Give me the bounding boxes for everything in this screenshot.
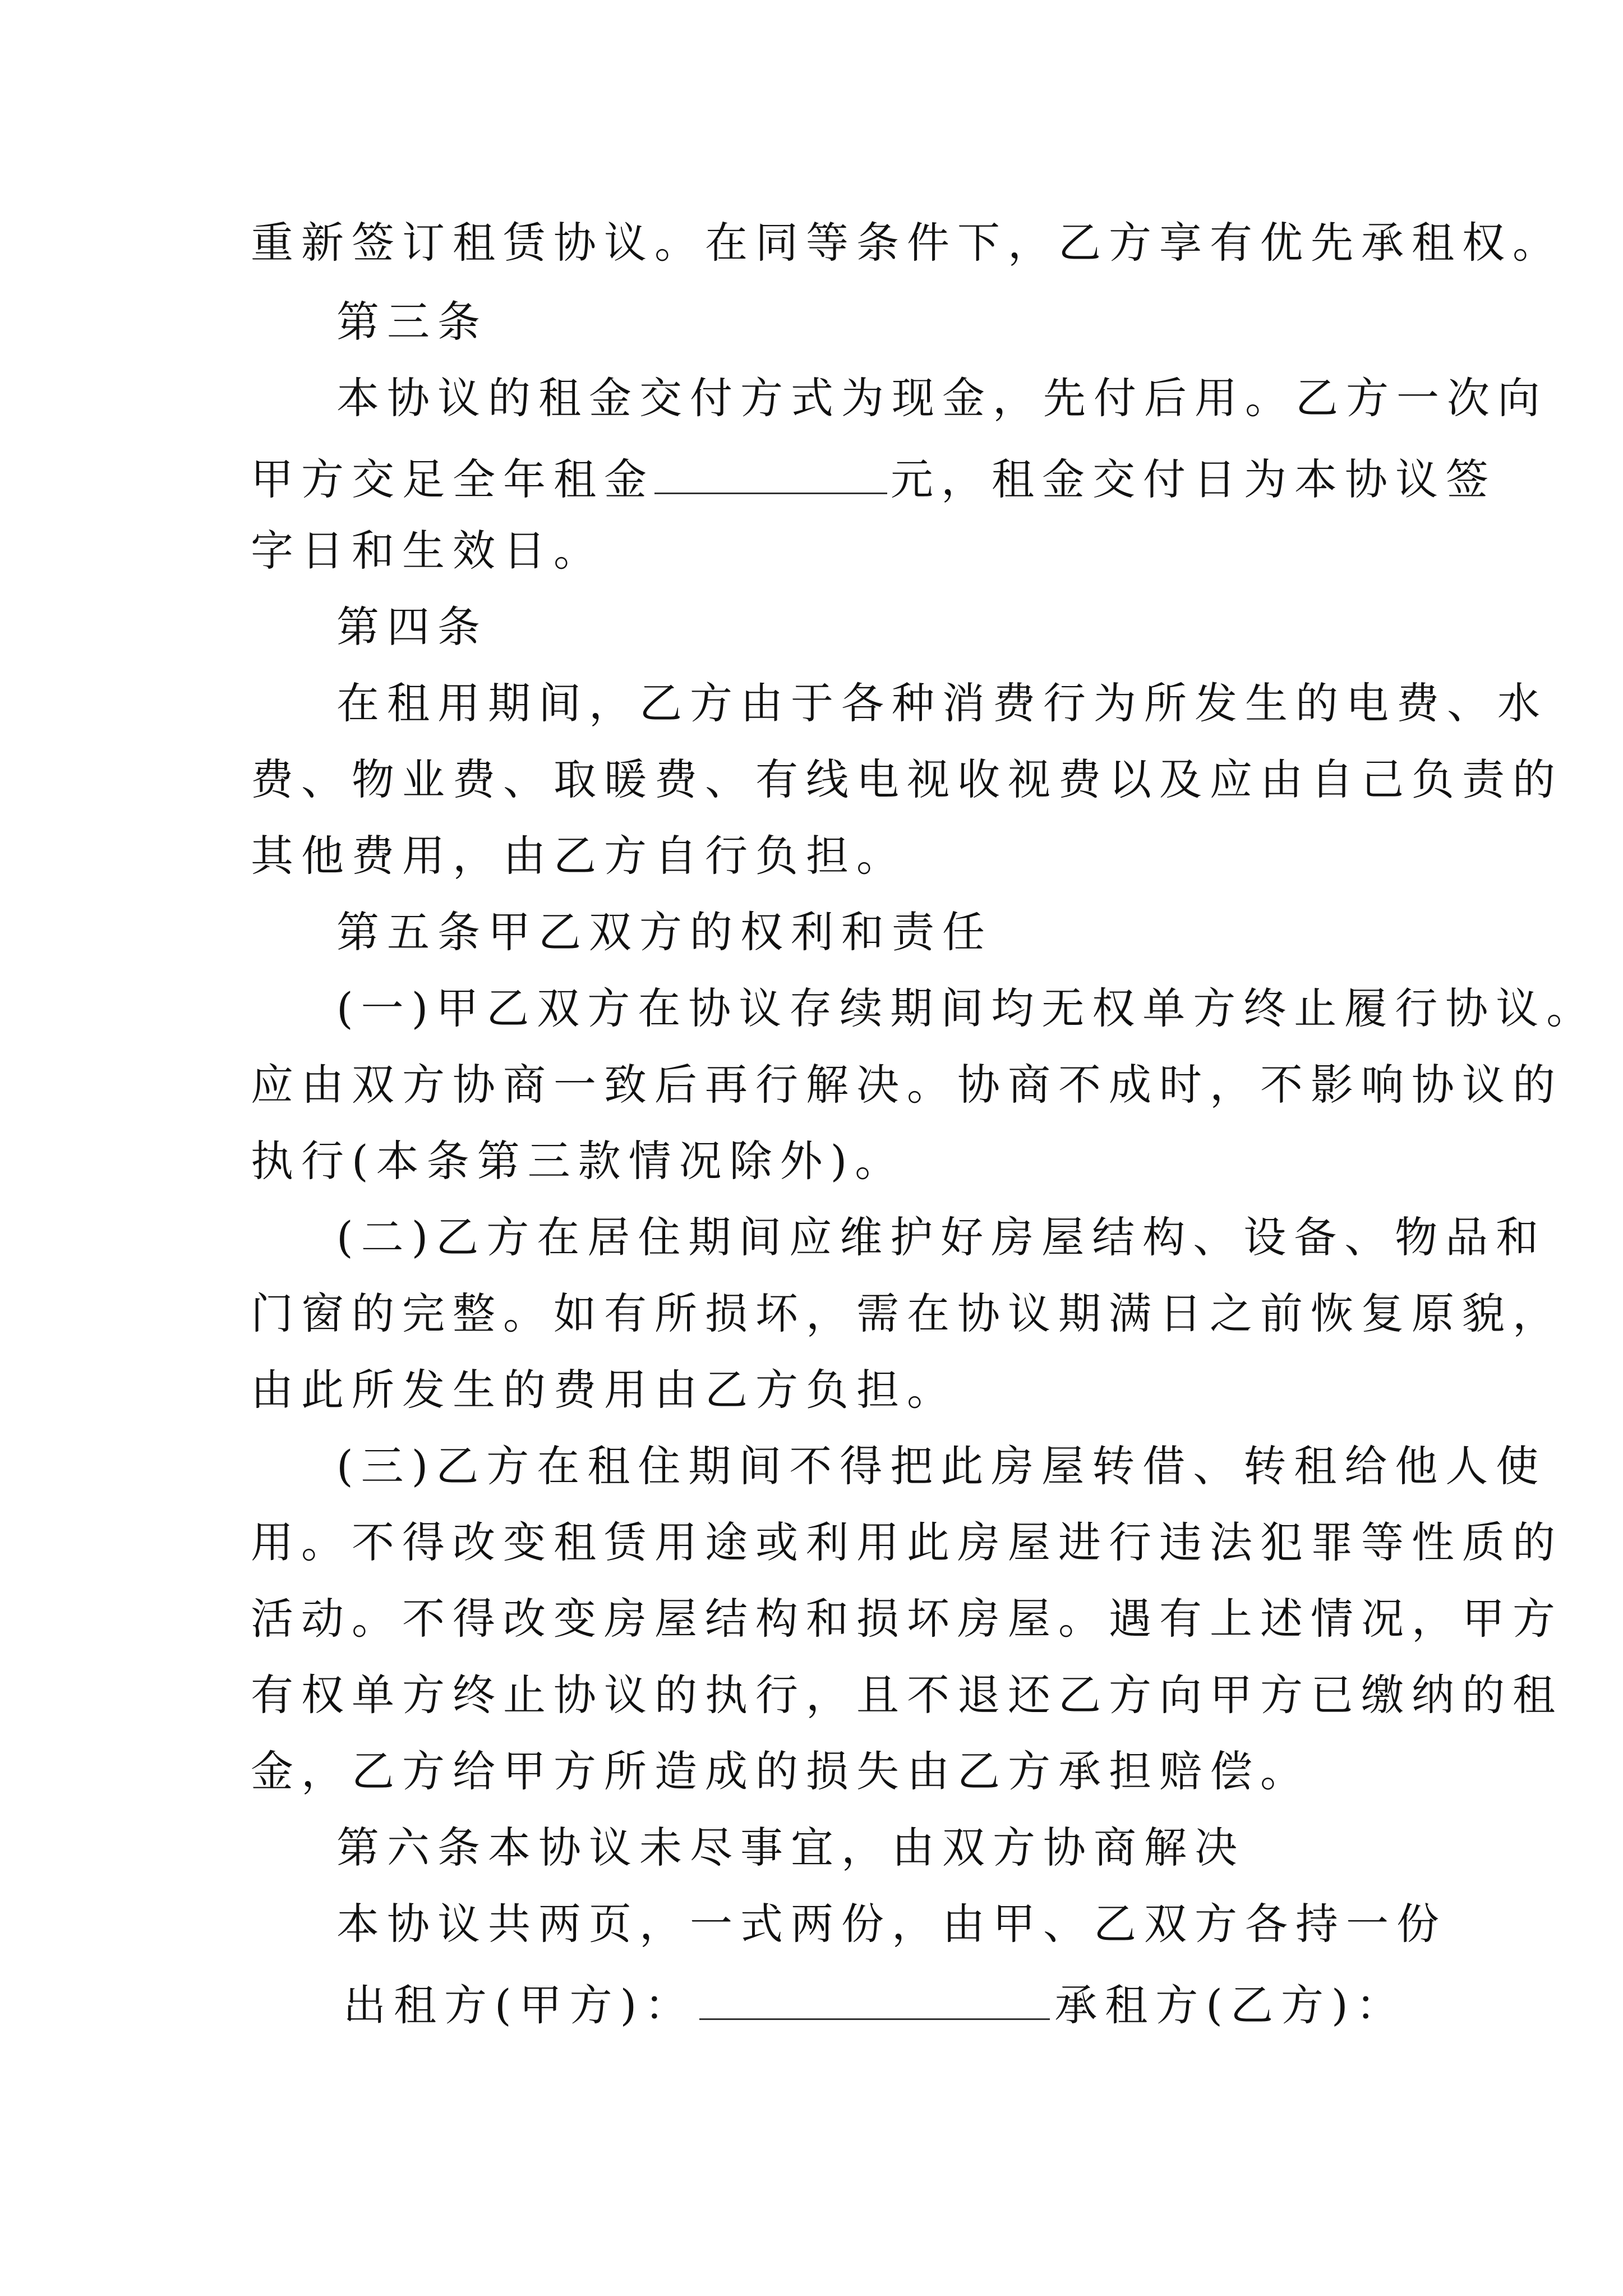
rent-text-after: 元，租金交付日为本协议签	[891, 454, 1496, 504]
paragraph-line: 有权单方终止协议的执行，且不退还乙方向甲方已缴纳的租	[251, 1670, 1563, 1720]
article-5-heading: 第五条甲乙双方的权利和责任	[336, 907, 993, 957]
paragraph-line: 字日和生效日。	[251, 526, 604, 576]
paragraph-line: (三)乙方在租住期间不得把此房屋转借、转租给他人使	[336, 1441, 1547, 1491]
lessee-label: 承租方(乙方)：	[1054, 1980, 1407, 2030]
paragraph-line: 本协议的租金交付方式为现金，先付后用。乙方一次向	[336, 373, 1548, 423]
article-6-heading: 第六条本协议未尽事宜，由双方协商解决	[336, 1823, 1245, 1872]
paragraph-line: (二)乙方在居住期间应维护好房屋结构、设备、物品和	[336, 1212, 1547, 1262]
paragraph-line: 费、物业费、取暖费、有线电视收视费以及应由自己负责的	[251, 754, 1563, 804]
paragraph-line: 金，乙方给甲方所造成的损失由乙方承担赔偿。	[251, 1746, 1311, 1796]
lessor-signature-blank	[699, 1979, 1050, 2020]
paragraph-line: 用。不得改变租赁用途或利用此房屋进行违法犯罪等性质的	[251, 1517, 1563, 1567]
rent-amount-blank	[654, 453, 887, 494]
paragraph-line: 其他费用，由乙方自行负担。	[251, 831, 907, 881]
paragraph-line: 在租用期间，乙方由于各种消费行为所发生的电费、水	[336, 678, 1548, 728]
paragraph-line: 重新签订租赁协议。在同等条件下，乙方享有优先承租权。	[251, 218, 1563, 268]
paragraph-line: 由此所发生的费用由乙方负担。	[251, 1365, 957, 1415]
paragraph-line: 执行(本条第三款情况除外)。	[251, 1136, 906, 1186]
lessor-label: 出租方(甲方)：	[343, 1980, 695, 2030]
rent-text-before: 甲方交足全年租金	[251, 454, 654, 504]
article-4-heading: 第四条	[336, 602, 488, 652]
paragraph-line: 门窗的完整。如有所损坏，需在协议期满日之前恢复原貌，	[251, 1289, 1563, 1338]
signature-line	[343, 1979, 1407, 2030]
paragraph-line: 应由双方协商一致后再行解决。协商不成时，不影响协议的	[251, 1060, 1563, 1110]
paragraph-line-with-blank	[251, 453, 1496, 504]
paragraph-line: 本协议共两页，一式两份，由甲、乙双方各持一份	[336, 1899, 1447, 1949]
paragraph-line: (一)甲乙双方在协议存续期间均无权单方终止履行协议。	[336, 983, 1597, 1033]
paragraph-line: 活动。不得改变房屋结构和损坏房屋。遇有上述情况，甲方	[251, 1594, 1563, 1644]
article-3-heading: 第三条	[336, 297, 488, 347]
